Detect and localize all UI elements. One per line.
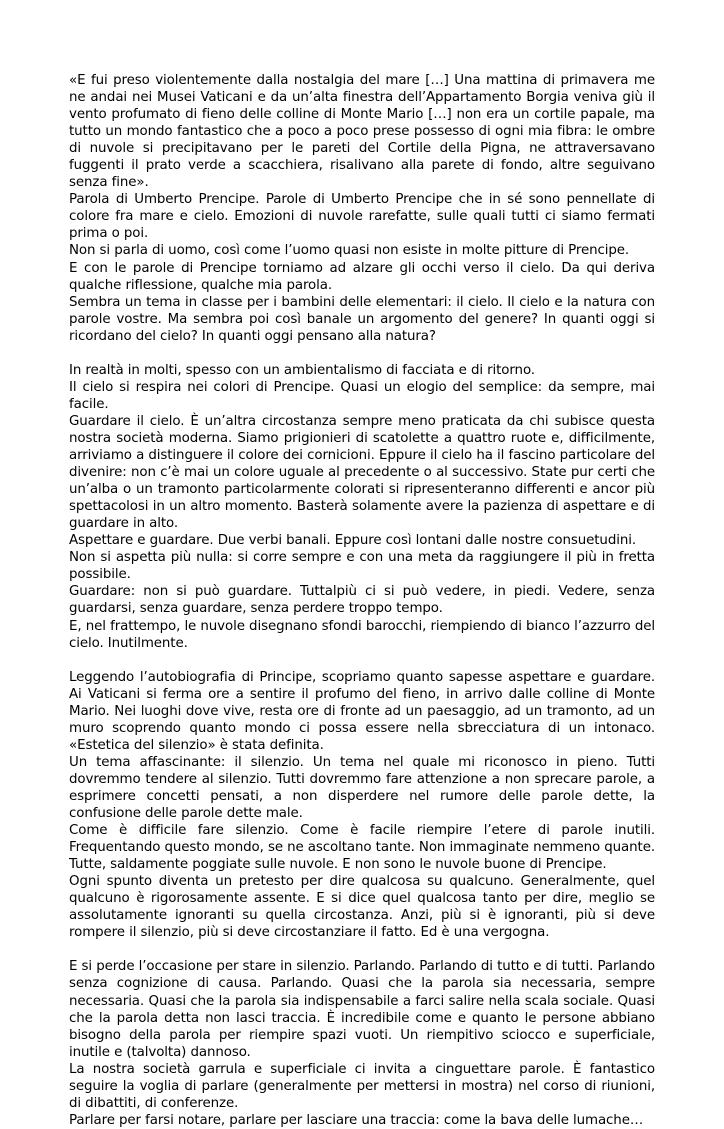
paragraph-7: Il cielo si respira nei colori di Prencipe. Quasi un elogio del semplice: da sempre, mai facile. xyxy=(69,379,655,412)
paragraph-17: E si perde l’occasione per stare in silenzio. Parlando. Parlando di tutto e di tutti. Parlando senza cognizione di causa. Parlando. Quasi che la parola sia necessaria, sempre necessaria. Quasi che la parola sia indispensabile a farci salire nella scala sociale. Quasi che la parola detta non lasci traccia. È incredibile come e quanto le persone abbiano bisogno della parola per riempire spazi vuoti. Un riempitivo sciocco e superficiale, inutile e (talvolta) dannoso. xyxy=(69,959,655,1060)
paragraph-10: Non si aspetta più nulla: si corre sempre e con una meta da raggiungere il più in fretta possibile. xyxy=(69,550,655,583)
document-body xyxy=(69,72,655,1129)
paragraph-16: Ogni spunto diventa un pretesto per dire qualcosa su qualcuno. Generalmente, quel qualcuno è rigorosamente assente. E si dice quel qualcosa tanto per dire, meglio se assolutamente ignoranti su quella circostanza. Anzi, più si è ignoranti, più si deve rompere il silenzio, più si deve circostanziare il fatto. Ed è una vergogna. xyxy=(69,874,655,941)
paragraph-8: Guardare il cielo. È un’altra circostanza sempre meno praticata da chi subisce questa nostra società moderna. Siamo prigionieri di scatolette a quattro ruote e, difficilmente, arriviamo a distinguere il colore dei cornicioni. Eppure il cielo ha il fascino particolare del divenire: non c’è mai un colore uguale al precedente o al successivo. State pur certi che un’alba o un tramonto particolarmente colorati si ripresenteranno differenti e ancor più spettacolosi in un altro momento. Basterà solamente avere la pazienza di aspettare e di guardare in alto. xyxy=(69,413,655,532)
paragraph-3: Non si parla di uomo, così come l’uomo quasi non esiste in molte pitture di Prencipe. xyxy=(69,243,630,259)
paragraph-11: Guardare: non si può guardare. Tuttalpiù ci si può vedere, in piedi. Vedere, senza guardarsi, senza guardare, senza perdere troppo tempo. xyxy=(69,584,655,617)
paragraph-9: Aspettare e guardare. Due verbi banali. Eppure così lontani dalle nostre consuetudini. xyxy=(69,533,637,549)
paragraph-13: Leggendo l’autobiografia di Principe, scopriamo quanto sapesse aspettare e guardare. Ai Vaticani si ferma ore a sentire il profumo del fieno, in arrivo dalle colline di Monte Mario. Nei luoghi dove vive, resta ore di fronte ad un paesaggio, ad un tramonto, ad un muro scoprendo quanto mondo ci possa essere nella sbrecciatura di un intonaco. «Estetica del silenzio» è stata definita. xyxy=(69,669,655,753)
paragraph-18: La nostra società garrula e superficiale ci invita a cinguettare parole. È fantastico seguire la voglia di parlare (generalmente per mettersi in mostra) nel corso di riunioni, di dibattiti, di conferenze. xyxy=(69,1061,655,1111)
paragraph-4: E con le parole di Prencipe torniamo ad alzare gli occhi verso il cielo. Da qui deriva qualche riflessione, qualche mia parola. xyxy=(69,260,655,293)
blank-line xyxy=(69,652,655,669)
blank-line xyxy=(69,345,655,362)
paragraph-19: Parlare per farsi notare, parlare per lasciare una traccia: come la bava delle lumache… xyxy=(69,1112,644,1128)
paragraph-15: Come è difficile fare silenzio. Come è facile riempire l’etere di parole inutili. Frequentando questo mondo, se ne ascoltano tante. Non immaginate nemmeno quante. Tutte, saldamente poggiate sulle nuvole. E non sono le nuvole buone di Prencipe. xyxy=(69,823,655,873)
paragraph-1: «E fui preso violentemente dalla nostalgia del mare […] Una mattina di primavera me ne andai nei Musei Vaticani e da un’alta finestra dell’Appartamento Borgia veniva giù il vento profumato di fieno delle colline di Monte Mario […] non era un cortile papale, ma tutto un mondo fantastico che a poco a poco prese possesso di ogni mia fibra: le ombre di nuvole si precipitavano per le pareti del Cortile della Pigna, ne attraversavano fuggenti il prato verde a scacchiera, risalivano alla parete di fondo, altre seguivano senza fine». xyxy=(69,73,655,191)
paragraph-6: In realtà in molti, spesso con un ambientalismo di facciata e di ritorno. xyxy=(69,362,535,378)
blank-line xyxy=(69,941,655,958)
paragraph-14: Un tema affascinante: il silenzio. Un tema nel quale mi riconosco in pieno. Tutti dovremmo tendere al silenzio. Tutti dovremmo fare attenzione a non sprecare parole, a esprimere concetti pensati, a non disperdere nel rumore delle parole dette, la confusione delle parole dette male. xyxy=(69,754,655,822)
paragraph-2: Parola di Umberto Prencipe. Parole di Umberto Prencipe che in sé sono pennellate di colore fra mare e cielo. Emozioni di nuvole rarefatte, sulle quali tutti ci siamo fermati prima o poi. xyxy=(69,192,655,242)
paragraph-12: E, nel frattempo, le nuvole disegnano sfondi barocchi, riempiendo di bianco l’azzurro del cielo. Inutilmente. xyxy=(69,618,655,651)
paragraph-5: Sembra un tema in classe per i bambini delle elementari: il cielo. Il cielo e la natura con parole vostre. Ma sembra poi così banale un argomento del genere? In quanti oggi si ricordano del cielo? In quanti oggi pensano alla natura? xyxy=(69,294,655,344)
